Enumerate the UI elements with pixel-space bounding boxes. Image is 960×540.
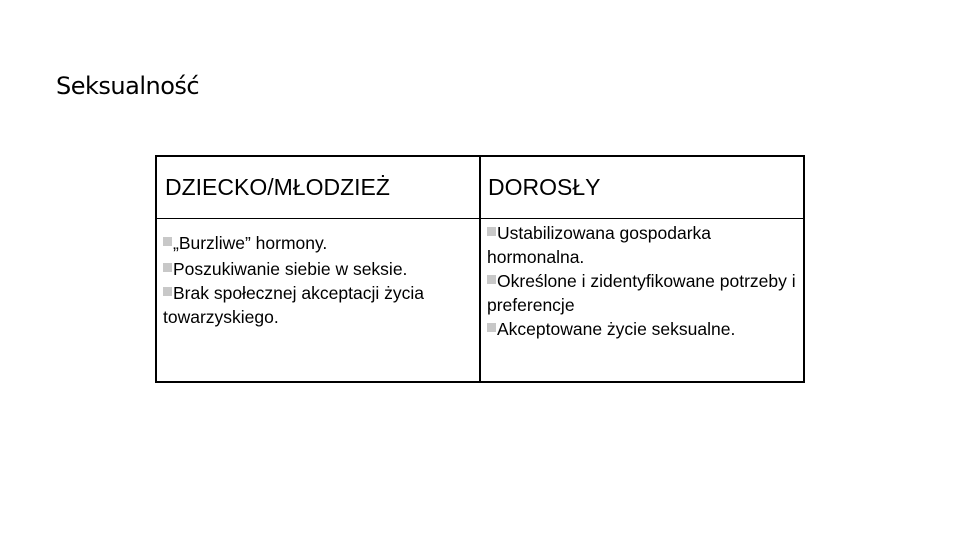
square-bullet-icon	[163, 237, 172, 246]
list-item	[487, 221, 799, 269]
square-bullet-icon	[163, 263, 172, 272]
comparison-table	[155, 155, 805, 383]
list-item-text: Brak społecznej akceptacji życia towarzyskiego.	[163, 283, 424, 327]
square-bullet-icon	[487, 275, 496, 284]
header-adult	[481, 157, 803, 219]
list-item-text: Ustabilizowana gospodarka hormonalna.	[487, 223, 712, 267]
header-child-youth	[157, 157, 481, 219]
square-bullet-icon	[163, 287, 172, 296]
list-item	[487, 269, 799, 317]
header-adult-label: DOROSŁY	[488, 174, 601, 200]
header-child-youth-label: DZIECKO/MŁODZIEŻ	[165, 174, 390, 200]
slide-title: Seksualność	[56, 72, 200, 100]
adult-list	[481, 219, 803, 381]
list-item-text: „Burzliwe” hormony.	[173, 233, 328, 253]
child-youth-list	[157, 219, 481, 381]
square-bullet-icon	[487, 323, 496, 332]
list-item	[163, 231, 475, 255]
list-item	[487, 317, 799, 341]
list-item	[163, 281, 475, 329]
list-item-text: Akceptowane życie seksualne.	[497, 319, 736, 339]
square-bullet-icon	[487, 227, 496, 236]
list-item-text: Poszukiwanie siebie w seksie.	[173, 259, 408, 279]
list-item	[163, 257, 475, 281]
list-item-text: Określone i zidentyfikowane potrzeby i preferencje	[487, 271, 796, 315]
